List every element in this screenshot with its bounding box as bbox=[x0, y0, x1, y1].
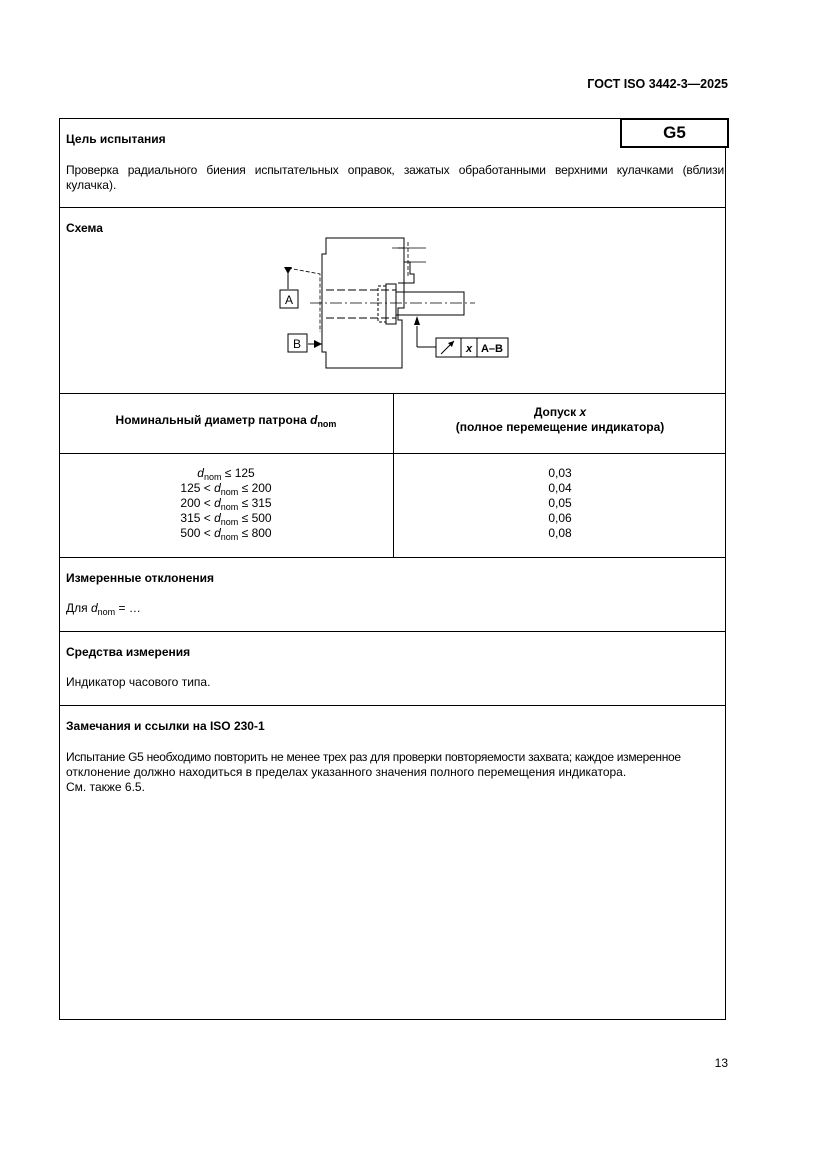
purpose-heading: Цель испытания bbox=[66, 132, 166, 146]
purpose-text bbox=[66, 163, 724, 193]
tolerance-header-text: Допуск bbox=[533, 405, 580, 419]
schema-heading: Схема bbox=[66, 221, 103, 235]
instruments-heading: Средства измерения bbox=[66, 645, 191, 659]
purpose-line-1: Проверка радиального биения испытательных оправок, зажатых обработанными верхними кулачками (вблизи bbox=[66, 163, 724, 177]
instruments-text: Индикатор часового типа. bbox=[66, 675, 211, 689]
page-number: 13 bbox=[714, 1056, 728, 1070]
table-header-diameter bbox=[59, 413, 393, 428]
tolerance-values bbox=[394, 466, 726, 541]
table-header-tolerance bbox=[394, 405, 726, 435]
diameter-header-symbol: d bbox=[310, 413, 318, 427]
tolerance-header-symbol: x bbox=[579, 405, 587, 419]
table-row-diameter: $315 < d_{nom} \le 500$ bbox=[180, 511, 272, 527]
remarks-line-3: См. также 6.5. bbox=[66, 780, 145, 794]
table-row-tolerance: 0,06 bbox=[548, 511, 572, 525]
divider bbox=[59, 705, 726, 706]
divider bbox=[59, 631, 726, 632]
deviations-text: Для $d_{nom}$ = … bbox=[66, 601, 141, 617]
tolerance-header-note: (полное перемещение индикатора) bbox=[455, 420, 665, 434]
deviations-heading: Измеренные отклонения bbox=[66, 571, 215, 585]
remarks-heading: Замечания и ссылки на ISO 230-1 bbox=[66, 719, 265, 733]
table-row-diameter: $200 < d_{nom} \le 315$ bbox=[180, 496, 272, 512]
tolerance-reference: A–B bbox=[480, 343, 504, 355]
table-row-diameter: $d_{nom} \le 125$ bbox=[197, 466, 255, 482]
table-row-tolerance: 0,05 bbox=[548, 496, 572, 510]
datum-b-label: B bbox=[292, 337, 302, 351]
test-id-box: G5 bbox=[620, 118, 729, 148]
test-arbor bbox=[396, 292, 464, 315]
table-row-tolerance: 0,03 bbox=[548, 466, 572, 480]
standard-code: ГОСТ ISO 3442-3—2025 bbox=[587, 77, 728, 91]
datum-b-triangle bbox=[314, 340, 322, 348]
diameter-header-sub: nom bbox=[317, 419, 337, 429]
table-row-diameter: $500 < d_{nom} \le 800$ bbox=[180, 526, 272, 542]
remarks-line-2: отклонение должно находиться в пределах указанного значения полного перемещения индикатора. bbox=[66, 765, 627, 779]
remarks-text bbox=[66, 750, 724, 795]
divider bbox=[59, 557, 726, 558]
purpose-line-2: кулачка). bbox=[66, 178, 117, 192]
table-row-tolerance: 0,04 bbox=[548, 481, 572, 495]
feature-control-frame bbox=[436, 338, 508, 357]
table-row-diameter: $125 < d_{nom} \le 200$ bbox=[180, 481, 272, 497]
table-row-tolerance: 0,08 bbox=[548, 526, 572, 540]
diameter-header-text: Номинальный диаметр патрона bbox=[115, 413, 311, 427]
divider bbox=[59, 207, 726, 208]
remarks-line-1: Испытание G5 необходимо повторить не менее трех раз для проверки повторяемости захвата; каждое измеренное bbox=[66, 750, 681, 764]
datum-a-label: A bbox=[284, 293, 294, 307]
tolerance-symbol: x bbox=[465, 343, 473, 355]
diameter-ranges bbox=[59, 466, 393, 541]
chuck-jaw bbox=[398, 248, 414, 283]
datum-a-triangle bbox=[284, 267, 292, 274]
chuck-schematic bbox=[270, 228, 530, 378]
leader-arrow bbox=[414, 316, 420, 325]
